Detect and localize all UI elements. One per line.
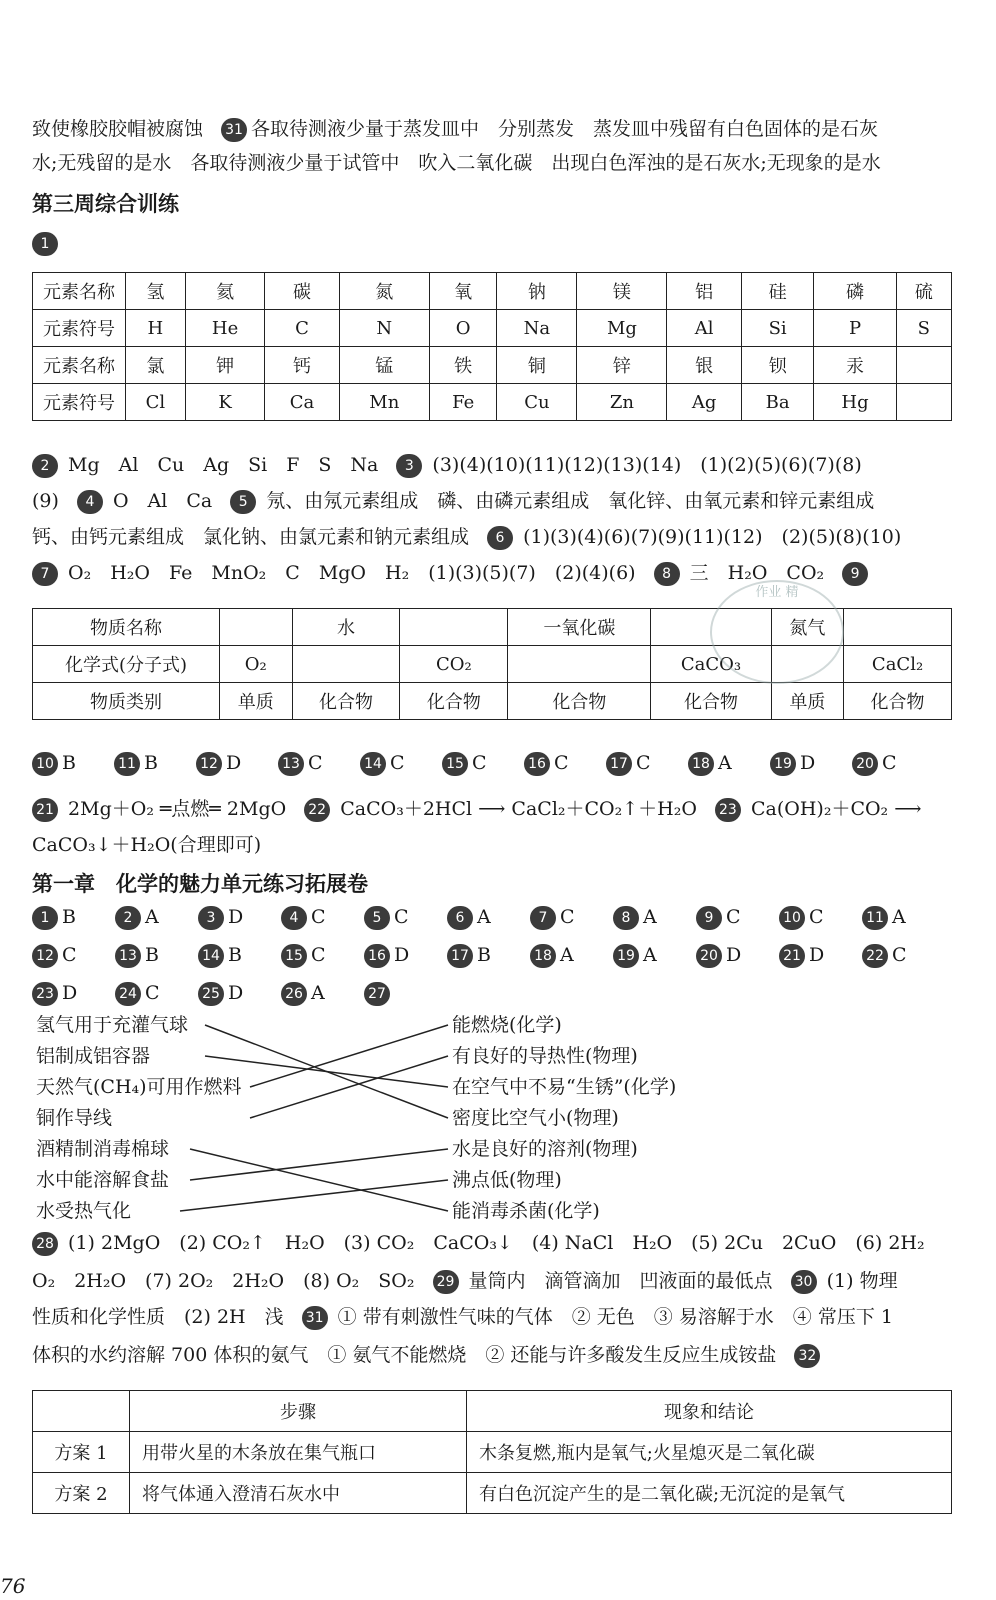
question-badge: 21 xyxy=(32,798,58,822)
match-item: 氢气用于充灌气球 xyxy=(36,1014,189,1036)
table-header xyxy=(33,1391,130,1432)
match-item: 天然气(CH₄)可用作燃料 xyxy=(36,1076,242,1098)
table-cell: Cl xyxy=(126,384,186,421)
table-cell: 物质名称 xyxy=(33,609,220,646)
table-cell: 方案 1 xyxy=(33,1432,130,1473)
choice-answer: D xyxy=(62,982,78,1004)
table-cell: 铁 xyxy=(429,347,496,384)
table-cell: 镁 xyxy=(577,273,667,310)
table-header-row xyxy=(33,1391,952,1432)
table-cell: 用带火星的木条放在集气瓶口 xyxy=(130,1432,467,1473)
match-item: 水中能溶解食盐 xyxy=(36,1169,170,1191)
choice-answer: B xyxy=(477,944,491,966)
match-line xyxy=(205,1056,448,1087)
table-cell: 单质 xyxy=(220,683,293,720)
match-item: 水受热气化 xyxy=(36,1200,132,1222)
table-cell: Zn xyxy=(577,384,667,421)
table-cell: CaCO₃ xyxy=(651,646,771,683)
table-row xyxy=(33,1432,952,1473)
choice-answer: C xyxy=(394,906,409,928)
match-item: 水是良好的溶剂(物理) xyxy=(452,1138,638,1160)
table-cell: 元素名称 xyxy=(33,347,126,384)
question-badge: 12 xyxy=(32,944,58,968)
table-cell: 硫 xyxy=(896,273,951,310)
question-badge: 29 xyxy=(433,1270,459,1294)
question-badge: 3 xyxy=(198,906,224,930)
table-cell: 有白色沉淀产生的是二氧化碳;无沉淀的是氧气 xyxy=(467,1473,952,1514)
question-badge: 31 xyxy=(221,118,247,142)
match-item: 密度比空气小(物理) xyxy=(452,1107,619,1129)
answer-line: CaCO₃↓＋H₂O(合理即可) xyxy=(32,834,262,856)
table-cell: CO₂ xyxy=(400,646,508,683)
match-item: 能燃烧(化学) xyxy=(452,1014,562,1036)
question-badge: 10 xyxy=(779,906,805,930)
question-badge: 14 xyxy=(360,752,386,776)
choice-answer: C xyxy=(882,752,897,774)
match-line xyxy=(190,1149,448,1180)
choice-answer: D xyxy=(394,944,410,966)
table-cell: 化合物 xyxy=(292,683,400,720)
choice-answer: C xyxy=(145,982,160,1004)
answer-line: 致使橡胶胶帽被腐蚀 31 各取待测液少量于蒸发皿中 分别蒸发 蒸发皿中残留有白色固体的是石灰 xyxy=(32,118,879,140)
question-badge: 20 xyxy=(852,752,878,776)
table-cell: 化合物 xyxy=(844,683,952,720)
match-line xyxy=(190,1149,448,1211)
choice-answer: C xyxy=(62,944,77,966)
question-badge: 2 xyxy=(115,906,141,930)
question-badge: 4 xyxy=(281,906,307,930)
question-badge: 20 xyxy=(696,944,722,968)
question-badge: 6 xyxy=(487,526,513,550)
table-cell: 元素符号 xyxy=(33,310,126,347)
table-cell: 硅 xyxy=(741,273,814,310)
choice-answer: A xyxy=(145,906,159,928)
question-badge: 9 xyxy=(842,562,868,586)
question-badge: 11 xyxy=(114,752,140,776)
question-badge: 2 xyxy=(32,454,58,478)
table-cell: 汞 xyxy=(814,347,896,384)
table-cell: 铝 xyxy=(667,273,741,310)
match-item: 有良好的导热性(物理) xyxy=(452,1045,638,1067)
page-number: 76 xyxy=(0,1574,26,1598)
table-cell: K xyxy=(185,384,265,421)
table-header: 步骤 xyxy=(130,1391,467,1432)
table-cell: Ag xyxy=(667,384,741,421)
question-badge: 21 xyxy=(779,944,805,968)
question-badge: 1 xyxy=(32,906,58,930)
table-cell: 银 xyxy=(667,347,741,384)
question-badge: 26 xyxy=(281,982,307,1006)
question-badge: 16 xyxy=(364,944,390,968)
question-badge: 22 xyxy=(304,798,330,822)
question-badge: 6 xyxy=(447,906,473,930)
match-item: 铜作导线 xyxy=(36,1107,113,1129)
experiment-table xyxy=(32,1390,952,1514)
choice-answer: D xyxy=(809,944,825,966)
table-cell: P xyxy=(814,310,896,347)
table-cell: 钠 xyxy=(497,273,577,310)
match-item: 能消毒杀菌(化学) xyxy=(452,1200,600,1222)
table-cell: 钡 xyxy=(741,347,814,384)
choice-answer: D xyxy=(726,944,742,966)
table-cell: CaCl₂ xyxy=(844,646,952,683)
question-badge: 15 xyxy=(442,752,468,776)
question-badge: 13 xyxy=(278,752,304,776)
choice-answer: D xyxy=(228,906,244,928)
table-cell: Mn xyxy=(339,384,429,421)
question-badge: 12 xyxy=(196,752,222,776)
table-cell: C xyxy=(265,310,339,347)
question-badge: 31 xyxy=(302,1306,328,1330)
match-item: 沸点低(物理) xyxy=(452,1169,562,1191)
table-cell: 一氧化碳 xyxy=(508,609,651,646)
choice-answer: C xyxy=(554,752,569,774)
table-cell: 元素符号 xyxy=(33,384,126,421)
choice-answer: C xyxy=(636,752,651,774)
table-cell: Ca xyxy=(265,384,339,421)
choice-answer: C xyxy=(308,752,323,774)
choice-answer: A xyxy=(892,906,906,928)
section-title: 第一章 化学的魅力单元练习拓展卷 xyxy=(32,872,368,896)
question-badge: 16 xyxy=(524,752,550,776)
table-cell: 水 xyxy=(292,609,400,646)
choice-answer: B xyxy=(228,944,242,966)
table-cell: 化学式(分子式) xyxy=(33,646,220,683)
question-badge: 7 xyxy=(530,906,556,930)
table-cell: 钾 xyxy=(185,347,265,384)
match-line xyxy=(180,1180,448,1211)
table-cell: 磷 xyxy=(814,273,896,310)
choice-answer: D xyxy=(226,752,242,774)
table-cell: N xyxy=(339,310,429,347)
question-badge: 1 xyxy=(32,232,58,256)
section-title: 第三周综合训练 xyxy=(32,192,179,216)
table-cell: 元素名称 xyxy=(33,273,126,310)
question-badge: 7 xyxy=(32,562,58,586)
choice-answer: D xyxy=(800,752,816,774)
table-cell: 钙 xyxy=(265,347,339,384)
question-badge: 22 xyxy=(862,944,888,968)
question-badge: 18 xyxy=(688,752,714,776)
question-badge: 28 xyxy=(32,1232,58,1256)
table-cell: Mg xyxy=(577,310,667,347)
table-cell: 锌 xyxy=(577,347,667,384)
table-cell: 氧 xyxy=(429,273,496,310)
choice-answer: B xyxy=(62,906,76,928)
table-cell: He xyxy=(185,310,265,347)
choice-answer: A xyxy=(643,906,657,928)
choice-answer: B xyxy=(145,944,159,966)
table-cell: 化合物 xyxy=(651,683,771,720)
choice-answer: C xyxy=(892,944,907,966)
table-cell: 方案 2 xyxy=(33,1473,130,1514)
choice-answer: C xyxy=(311,906,326,928)
table-cell: 碳 xyxy=(265,273,339,310)
choice-answer: B xyxy=(62,752,76,774)
choice-answer: A xyxy=(643,944,657,966)
table-cell: Si xyxy=(741,310,814,347)
table-cell: O₂ xyxy=(220,646,293,683)
choice-answer: C xyxy=(809,906,824,928)
answer-line: 水;无残留的是水 各取待测液少量于试管中 吹入二氧化碳 出现白色浑浊的是石灰水;无现象的是水 xyxy=(32,152,881,174)
match-item: 铝制成铝容器 xyxy=(36,1045,151,1067)
table-cell: 氦 xyxy=(185,273,265,310)
match-item: 在空气中不易“生锈”(化学) xyxy=(452,1076,677,1098)
table-cell: O xyxy=(429,310,496,347)
table-cell: 化合物 xyxy=(400,683,508,720)
match-line xyxy=(250,1025,448,1087)
question-badge: 17 xyxy=(447,944,473,968)
question-badge: 5 xyxy=(364,906,390,930)
question-badge: 25 xyxy=(198,982,224,1006)
question-badge: 9 xyxy=(696,906,722,930)
question-badge: 3 xyxy=(396,454,422,478)
choice-answer: C xyxy=(390,752,405,774)
table-cell: 氮 xyxy=(339,273,429,310)
table-cell: 木条复燃,瓶内是氧气;火星熄灭是二氧化碳 xyxy=(467,1432,952,1473)
question-badge: 8 xyxy=(654,562,680,586)
table-cell: 物质类别 xyxy=(33,683,220,720)
table-cell: Ba xyxy=(741,384,814,421)
table-row xyxy=(33,1473,952,1514)
table-header: 现象和结论 xyxy=(467,1391,952,1432)
question-badge: 8 xyxy=(613,906,639,930)
question-badge: 23 xyxy=(715,798,741,822)
table-cell: 氮气 xyxy=(771,609,844,646)
question-badge: 17 xyxy=(606,752,632,776)
question-badge: 32 xyxy=(794,1344,820,1368)
choice-answer: B xyxy=(144,752,158,774)
table-cell: 铜 xyxy=(497,347,577,384)
choice-answer: C xyxy=(560,906,575,928)
choice-answer: A xyxy=(477,906,491,928)
table-cell: Al xyxy=(667,310,741,347)
question-badge: 14 xyxy=(198,944,224,968)
question-badge: 4 xyxy=(77,490,103,514)
table-cell: Fe xyxy=(429,384,496,421)
question-badge: 19 xyxy=(770,752,796,776)
table-cell: S xyxy=(896,310,951,347)
question-badge: 5 xyxy=(230,490,256,514)
question-badge: 18 xyxy=(530,944,556,968)
table-cell: 氢 xyxy=(126,273,186,310)
choice-answer: C xyxy=(311,944,326,966)
question-badge: 13 xyxy=(115,944,141,968)
table-cell: 化合物 xyxy=(508,683,651,720)
choice-answer: C xyxy=(472,752,487,774)
match-item: 酒精制消毒棉球 xyxy=(36,1138,170,1160)
table-cell: 单质 xyxy=(771,683,844,720)
question-badge: 23 xyxy=(32,982,58,1006)
stamp-watermark: 作业 精 xyxy=(710,580,844,684)
table-cell: Cu xyxy=(497,384,577,421)
table-cell: 氯 xyxy=(126,347,186,384)
table-cell: 锰 xyxy=(339,347,429,384)
table-cell: 将气体通入澄清石灰水中 xyxy=(130,1473,467,1514)
choice-answer: A xyxy=(718,752,732,774)
question-badge: 11 xyxy=(862,906,888,930)
table-cell: H xyxy=(126,310,186,347)
question-badge: 15 xyxy=(281,944,307,968)
question-badge: 24 xyxy=(115,982,141,1006)
table-cell: Hg xyxy=(814,384,896,421)
choice-answer: C xyxy=(726,906,741,928)
question-badge: 27 xyxy=(364,982,390,1006)
question-badge: 10 xyxy=(32,752,58,776)
choice-answer: D xyxy=(228,982,244,1004)
question-badge: 30 xyxy=(791,1270,817,1294)
table-cell: Na xyxy=(497,310,577,347)
question-badge: 19 xyxy=(613,944,639,968)
choice-answer: A xyxy=(560,944,574,966)
choice-answer: A xyxy=(311,982,325,1004)
